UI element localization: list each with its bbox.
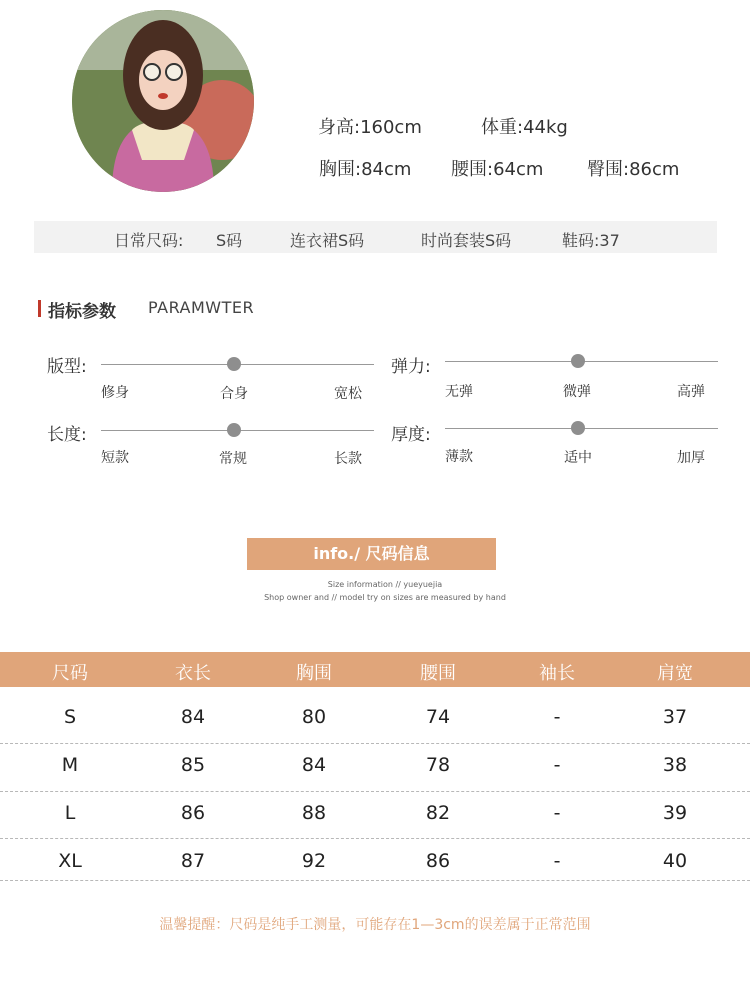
info-caption-2: Shop owner and // model try on sizes are measured by hand [264,593,506,602]
model-waist: 腰围:64cm [451,159,544,180]
model-hip: 臀围:86cm [587,159,680,180]
param-length-option: 短款 [101,450,129,466]
model-weight: 体重:44kg [481,117,568,138]
table-cell: - [553,706,561,728]
table-cell: M [61,754,79,776]
table-cell: 37 [662,706,688,728]
shoe-size: 鞋码:37 [562,231,620,250]
param-thickness-label: 厚度: [391,425,431,445]
table-header-cell: 肩宽 [657,663,693,684]
measurement-note: 温馨提醒：尺码是纯手工测量，可能存在1—3cm的误差属于正常范围 [159,917,591,933]
table-cell: 38 [662,754,688,776]
table-cell: 40 [662,850,688,872]
table-cell: 85 [180,754,206,776]
table-cell: S [63,706,77,728]
daily-size-value: S码 [216,231,243,250]
table-cell: 74 [425,706,451,728]
table-cell: L [64,802,76,824]
param-fit-label: 版型: [47,357,87,377]
table-cell: 78 [425,754,451,776]
table-cell: 39 [662,802,688,824]
table-cell: - [553,850,561,872]
table-cell: - [553,802,561,824]
param-fit-option: 修身 [101,385,129,401]
table-row-divider [0,880,750,881]
table-cell: 88 [301,802,327,824]
table-cell: 86 [425,850,451,872]
param-fit-indicator [227,357,241,371]
param-thickness-option: 薄款 [445,449,473,465]
table-cell: 80 [301,706,327,728]
param-fit-option: 合身 [220,386,248,402]
param-thickness-option: 适中 [564,450,592,466]
table-header-cell: 衣长 [175,663,211,684]
param-length-label: 长度: [47,425,87,445]
param-length-option: 常规 [219,451,247,467]
table-cell: 92 [301,850,327,872]
model-bust: 胸围:84cm [319,159,412,180]
table-header-cell: 腰围 [420,663,456,684]
model-height: 身高:160cm [318,117,422,138]
table-cell: 84 [301,754,327,776]
table-cell: 87 [180,850,206,872]
table-cell: 84 [180,706,206,728]
params-title: 指标参数 [48,302,116,322]
param-stretch-label: 弹力: [391,357,431,377]
table-cell: 86 [180,802,206,824]
param-stretch-option: 无弹 [445,384,473,400]
table-header-cell: 胸围 [296,663,332,684]
size-info-banner: info./ 尺码信息 [247,538,496,570]
param-length-option: 长款 [334,451,362,467]
param-fit-option: 宽松 [334,386,362,402]
params-subtitle: PARAMWTER [148,298,255,317]
param-thickness-option: 加厚 [677,450,705,466]
size-summary-bar [34,221,717,253]
size-table-header [0,652,750,687]
model-photo [72,10,254,192]
info-caption-1: Size information // yueyuejia [327,580,443,589]
param-stretch-option: 微弹 [563,384,591,400]
param-length-indicator [227,423,241,437]
table-cell: - [553,754,561,776]
section-marker [38,300,41,317]
daily-size-label: 日常尺码: [114,231,184,250]
table-header-cell: 袖长 [539,663,575,684]
table-cell: 82 [425,802,451,824]
dress-size: 连衣裙S码 [290,231,365,250]
table-cell: XL [58,850,82,872]
param-stretch-option: 高弹 [677,384,705,400]
table-row-divider [0,743,750,744]
param-stretch-indicator [571,354,585,368]
suit-size: 时尚套装S码 [421,231,512,250]
param-thickness-indicator [571,421,585,435]
table-row-divider [0,838,750,839]
table-row-divider [0,791,750,792]
table-header-cell: 尺码 [52,663,88,684]
